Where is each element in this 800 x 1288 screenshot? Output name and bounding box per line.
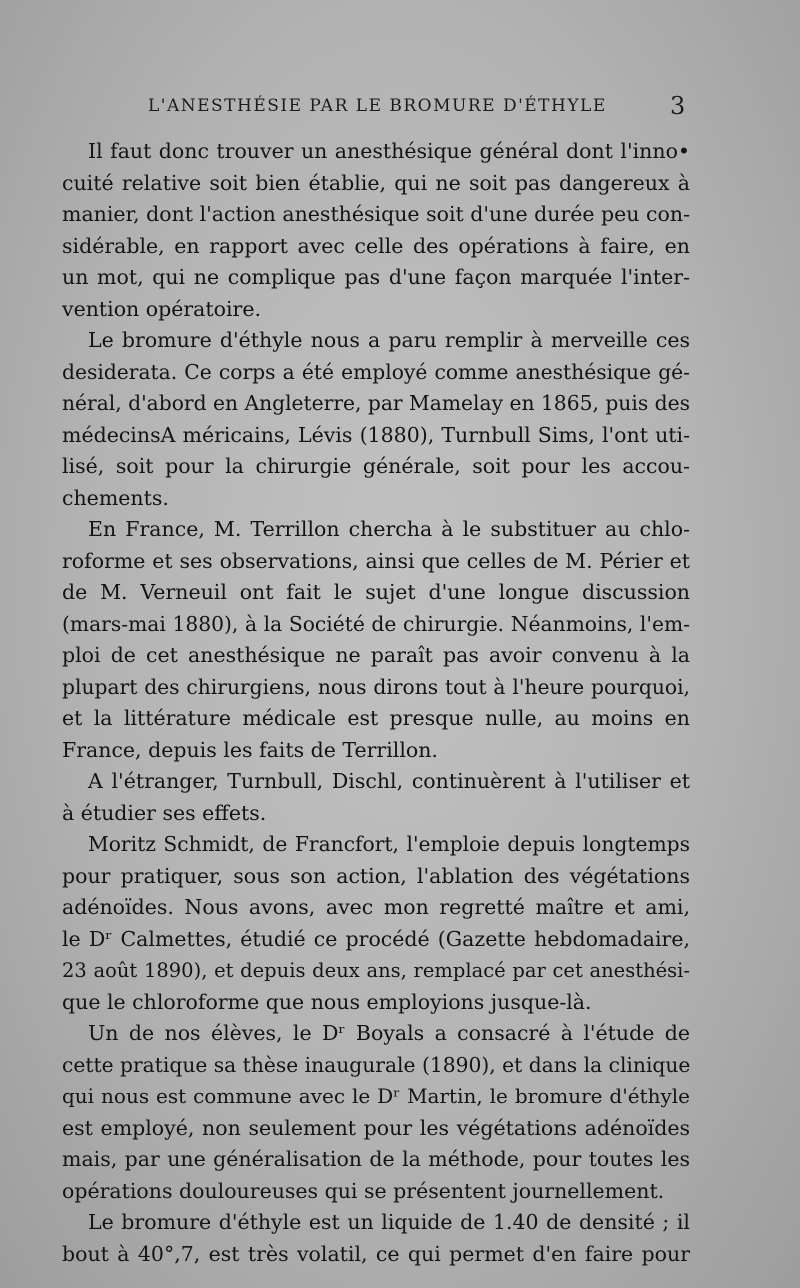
text-line: manier, dont l'action anesthésique soit d'une durée peu con-	[62, 202, 690, 226]
text-line: bout à 40°,7, est très volatil, ce qui permet d'en faire pour	[62, 1241, 690, 1266]
text-line: Moritz Schmidt, de Francfort, l'emploie depuis longtemps	[88, 832, 690, 856]
text-line: vention opératoire.	[62, 296, 261, 321]
text-line: est employé, non seulement pour les végétations adénoïdes	[62, 1115, 690, 1140]
text-line: Le bromure d'éthyle nous a paru remplir à merveille ces	[88, 328, 690, 352]
body-text	[62, 136, 690, 1270]
text-line: adénoïdes. Nous avons, avec mon regretté maître et ami,	[62, 895, 690, 919]
text-line: opérations douloureuses qui se présentent journellement.	[62, 1178, 665, 1203]
text-line: En France, M. Terrillon chercha à le substituer au chlo-	[88, 517, 690, 541]
text-line: Il faut donc trouver un anesthésique général dont l'inno•	[88, 139, 690, 163]
text-line: cette pratique sa thèse inaugurale (1890), et dans la clinique	[62, 1052, 691, 1077]
text-line: sidérable, en rapport avec celle des opérations à faire, en	[62, 233, 690, 258]
running-title: L'ANESTHÉSIE PAR LE BROMURE D'ÉTHYLE	[148, 96, 607, 116]
text-line: pour pratiquer, sous son action, l'ablation des végétations	[62, 863, 690, 888]
text-line: plupart des chirurgiens, nous dirons tout à l'heure pourquoi,	[62, 674, 690, 699]
page-number: 3	[670, 92, 686, 120]
text-line: (mars-mai 1880), à la Société de chirurgie. Néanmoins, l'em-	[62, 611, 690, 636]
text-line: cuité relative soit bien établie, qui ne soit pas dangereux à	[62, 170, 690, 195]
text-line: médecinsA méricains, Lévis (1880), Turnbull Sims, l'ont uti-	[62, 422, 690, 447]
text-line: ploi de cet anesthésique ne paraît pas avoir convenu à la	[62, 643, 690, 667]
text-line: desiderata. Ce corps a été employé comme anesthésique gé-	[62, 359, 690, 384]
text-line: lisé, soit pour la chirurgie générale, soit pour les accou-	[62, 454, 690, 478]
text-line: Le bromure d'éthyle est un liquide de 1.40 de densité ; il	[88, 1210, 690, 1234]
text-line: A l'étranger, Turnbull, Dischl, continuèrent à l'utiliser et	[88, 769, 690, 793]
text-line: le Dʳ Calmettes, étudié ce procédé (Gazette hebdomadaire,	[62, 926, 690, 951]
text-line: mais, par une généralisation de la méthode, pour toutes les	[62, 1147, 690, 1171]
text-line: France, depuis les faits de Terrillon.	[62, 737, 438, 762]
text-line: 23 août 1890), et depuis deux ans, remplacé par cet anesthési-	[62, 959, 690, 982]
text-line: chements.	[62, 485, 169, 510]
text-line: de M. Verneuil ont fait le sujet d'une longue discussion	[62, 580, 690, 604]
text-line: un mot, qui ne complique pas d'une façon marquée l'inter-	[62, 265, 690, 289]
text-line: que le chloroforme que nous employions jusque-là.	[62, 989, 592, 1014]
text-line: qui nous est commune avec le Dʳ Martin, le bromure d'éthyle	[62, 1084, 690, 1108]
text-line: néral, d'abord en Angleterre, par Mamelay en 1865, puis des	[62, 391, 690, 415]
text-line: roforme et ses observations, ainsi que celles de M. Périer et	[62, 548, 690, 573]
text-line: Un de nos élèves, le Dʳ Boyals a consacré à l'étude de	[88, 1021, 690, 1045]
text-line: et la littérature médicale est presque nulle, au moins en	[62, 706, 690, 730]
text-line: à étudier ses effets.	[62, 800, 267, 825]
